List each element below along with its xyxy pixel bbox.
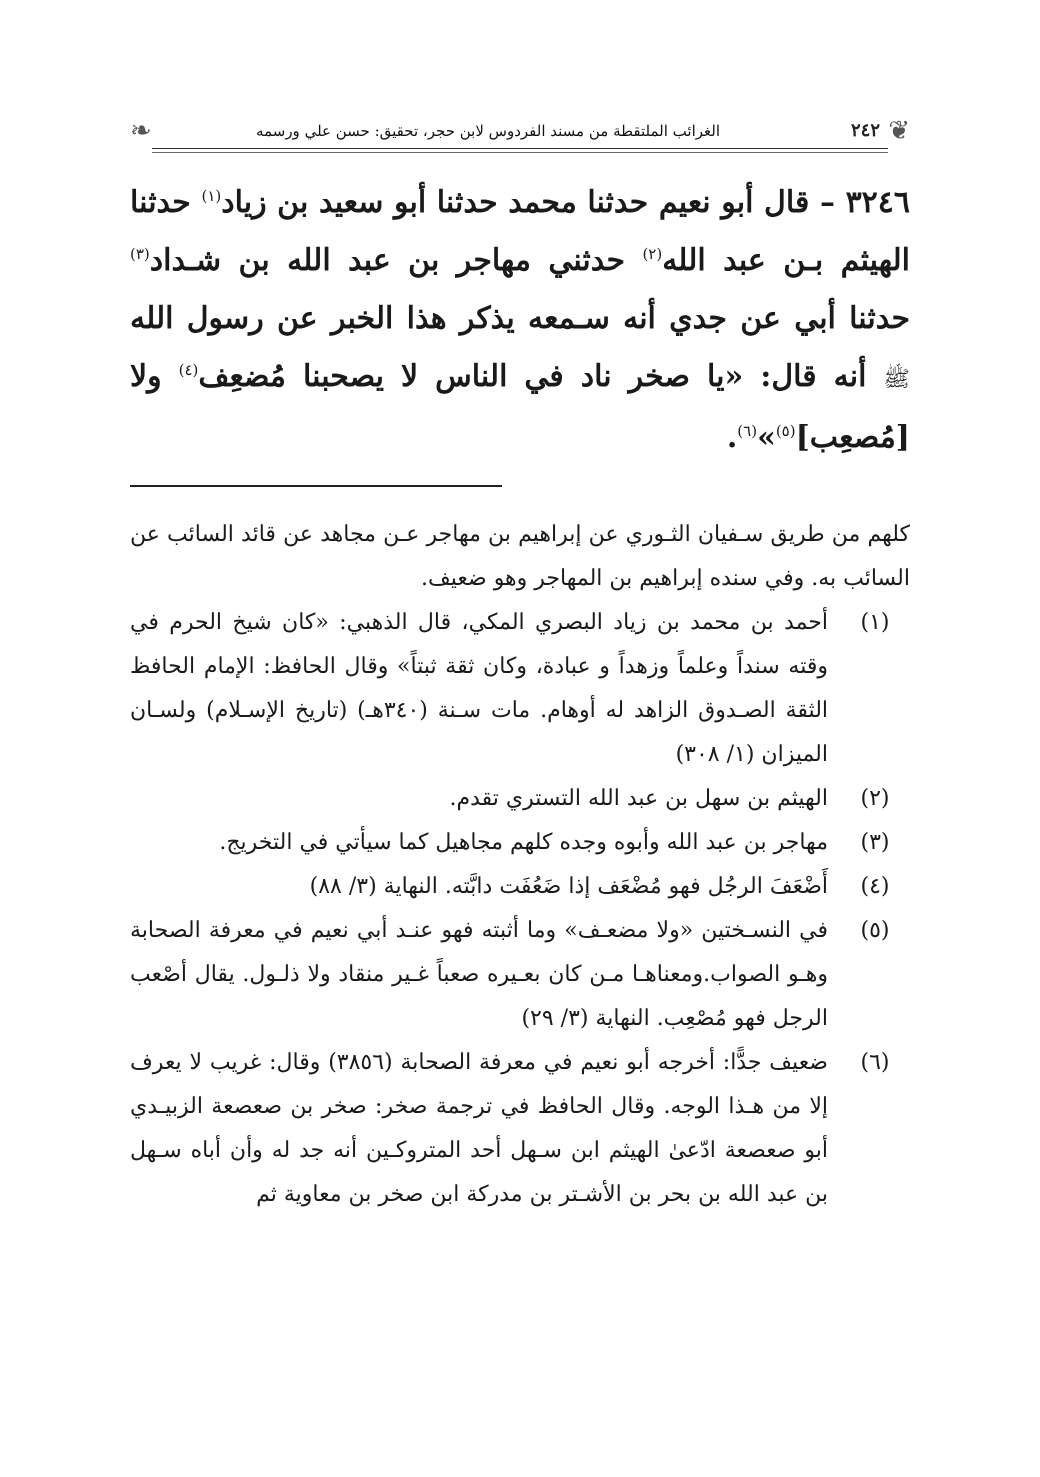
footnote-ref[interactable]: (٥): [775, 422, 796, 440]
hadith-segment: ولا [مُصعِب]: [130, 359, 910, 455]
footnotes: [130, 513, 910, 1217]
footnote-text: أَضْعَفَ الرجُل فهو مُضْعَف إذا ضَعُفَت دابَّته. النهاية (٣/ ٨٨): [309, 874, 828, 899]
footnote-item: [130, 821, 910, 865]
footnote-number: (٤): [860, 874, 890, 899]
hadith-segment: – قال أبو نعيم حدثنا محمد حدثنا أبو سعيد بن زياد: [221, 185, 846, 220]
salutation-glyph: ﷺ: [883, 367, 910, 392]
hadith-segment: حدثنا أبي عن جدي أنه سـمعه يذكر هذا الخبر عن رسول الله: [130, 301, 910, 336]
page: [130, 112, 910, 1217]
footnote-number: (٣): [860, 830, 890, 855]
footnote-ref[interactable]: (٤): [178, 361, 199, 379]
footnote-continuation: كلهم من طريق سـفيان الثـوري عن إبراهيم بن مهاجر عـن مجاهد عن قائد السائب عن السائب به. وفي سنده إبراهيم بن المهاجر وهو ضعيف.: [130, 522, 910, 591]
footnote-number: (٦): [860, 1050, 890, 1075]
footnote-item: [130, 1041, 910, 1217]
hadith-segment: حدثني مهاجر بن عبد الله بن شـداد: [149, 243, 643, 278]
hadith-segment: حدثنا الهيثم بـن عبد الله: [130, 185, 910, 278]
ornament-right-icon: ❦: [888, 116, 910, 146]
ornament-left-icon: ❧: [130, 116, 152, 146]
header-rule: [152, 148, 888, 149]
hadith-segment: .: [726, 420, 738, 455]
footnote-item: [130, 909, 910, 1041]
footnote-text: أحمد بن محمد بن زياد البصري المكي، قال الذهبي: «كان شيخ الحرم في وقته سنداً وعلماً وزهداً و عبادة، وكان ثقة ثبتاً» وقال الحافظ: الإمام الحافظ الثقة الصـدوق الزاهد له أوهام. مات سـنة (٣٤٠هـ) (تاريخ الإسـلام) ولسـان الميزان (١/ ٣٠٨): [130, 610, 829, 767]
footnote-item: [130, 777, 910, 821]
hadith-text: [130, 174, 910, 467]
hadith-number: ٣٢٤٦: [845, 185, 911, 220]
footnote-number: (٢): [860, 786, 890, 811]
header-rule-thin: [152, 152, 888, 153]
hadith-segment: أنه قال: «يا صخر ناد في الناس لا يصحبنا مُضعِف: [198, 359, 884, 394]
footnote-number: (٥): [860, 918, 890, 943]
footnote-text: مهاجر بن عبد الله وأبوه وجده كلهم مجاهيل كما سيأتي في التخريج.: [219, 830, 828, 855]
footnote-ref[interactable]: (٢): [642, 245, 663, 263]
footnote-item: [130, 865, 910, 909]
footnote-divider: [130, 485, 502, 487]
footnote-text: ضعيف جدًّا: أخرجه أبو نعيم في معرفة الصحابة (٣٨٥٦) وقال: غريب لا يعرف إلا من هـذا الوجه. وقال الحافظ في ترجمة صخر: صخر بن صعصعة الزبيـدي أبو صعصعة ادّعىٰ الهيثم ابن سـهل أحد المتروكـين أنه جد له وأن أباه سـهل بن عبد الله بن بحر بن الأشـتر بن مدركة ابن صخر بن معاوية ثم: [130, 1050, 828, 1207]
hadith-segment: »: [757, 420, 776, 455]
running-header: [130, 112, 910, 160]
footnote-text: الهيثم بن سهل بن عبد الله التستري تقدم.: [449, 786, 828, 811]
footnote-text: في النسـختين «ولا مضعـف» وما أثبته فهو عنـد أبي نعيم في معرفة الصحابة وهـو الصواب.ومعناهـا مـن كان بعـيره صعباً غـير منقاد ولا ذلـول. يقال أصْعب الرجل فهو مُصْعِب. النهاية (٣/ ٢٩): [130, 918, 828, 1031]
page-number: ٢٤٢: [850, 120, 880, 141]
footnote-ref[interactable]: (١): [201, 187, 222, 205]
footnote-ref[interactable]: (٣): [130, 245, 150, 263]
footnote-item: [130, 601, 910, 777]
footnote-number: (١): [860, 610, 890, 635]
footnote-ref[interactable]: (٦): [737, 422, 758, 440]
header-title: الغرائب الملتقطة من مسند الفردوس لابن حجر، تحقيق: حسن علي ورسمه: [256, 122, 720, 140]
